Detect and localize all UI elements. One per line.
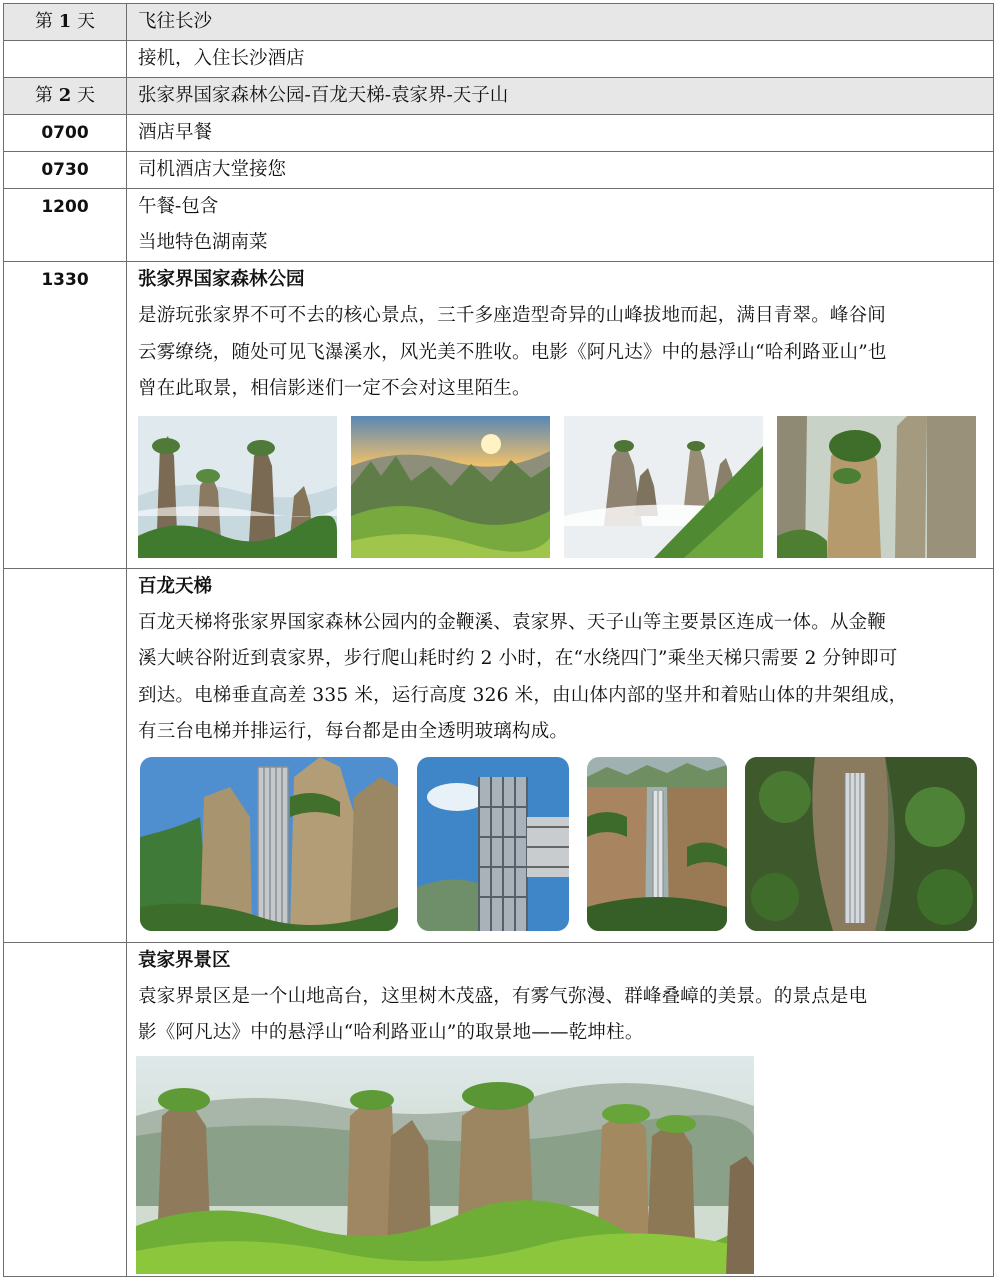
- photo-strip: [138, 416, 987, 561]
- schedule-time: 1200: [41, 197, 89, 217]
- photo-strip: [138, 757, 987, 935]
- description-line: 影《阿凡达》中的悬浮山“哈利路亚山”的取景地——乾坤柱。: [138, 1022, 644, 1043]
- photo-elevator-closeup: [417, 757, 569, 931]
- schedule-row: [4, 189, 994, 262]
- day-2-row: [4, 78, 994, 115]
- description-line: 百龙天梯将张家界国家森林公园内的金鞭溪、袁家界、天子山等主要景区连成一体。从金鞭: [138, 611, 887, 633]
- spot-cell: [127, 942, 994, 1276]
- photo-elevator-blue-sky: [140, 757, 398, 931]
- schedule-text-cell: [127, 189, 994, 262]
- schedule-text: 司机酒店大堂接您: [138, 159, 287, 180]
- schedule-text: 酒店早餐: [138, 122, 213, 143]
- day-2-title: 张家界国家森林公园-百龙天梯-袁家界-天子山: [138, 85, 509, 106]
- spot-row-yuanjiajie: [4, 942, 994, 1276]
- spot-description: [138, 298, 987, 408]
- spot-row-bailong-elevator: [4, 568, 994, 942]
- photo-elevator-cliff: [587, 757, 727, 931]
- schedule-time-cell: [4, 152, 127, 189]
- day-label-prefix: 第: [35, 85, 53, 106]
- itinerary-table: [3, 3, 994, 1277]
- empty-time-cell: [4, 942, 127, 1276]
- day-1-detail-row: [4, 41, 994, 78]
- description-line: 云雾缭绕，随处可见飞瀑溪水，风光美不胜收。电影《阿凡达》中的悬浮山“哈利路亚山”也: [138, 341, 887, 363]
- description-line: 有三台电梯并排运行，每台都是由全透明玻璃构成。: [138, 721, 569, 742]
- day-label-suffix: 天: [77, 11, 95, 32]
- schedule-text-cell: [127, 115, 994, 152]
- schedule-time-cell: [4, 262, 127, 569]
- day-number: 1: [58, 11, 72, 32]
- day-1-detail-cell: [127, 41, 994, 78]
- description-line: 是游玩张家界不可不去的核心景点，三千多座造型奇异的山峰拔地而起，满目青翠。峰谷间: [138, 305, 887, 326]
- schedule-time-cell: [4, 115, 127, 152]
- spot-title: 百龙天梯: [138, 575, 213, 597]
- itinerary-sheet: [3, 3, 994, 1277]
- schedule-text-secondary: 当地特色湖南菜: [138, 232, 268, 253]
- schedule-time: 0730: [41, 160, 89, 180]
- day-1-title: 飞往长沙: [138, 11, 213, 32]
- photo-tall-pillar: [777, 416, 976, 558]
- schedule-text: 午餐-包含: [138, 196, 219, 217]
- day-number: 2: [58, 85, 72, 106]
- photo-yuanjiajie-panorama: [136, 1056, 754, 1274]
- spot-row-forest-park: [4, 262, 994, 569]
- empty-time-cell: [4, 41, 127, 78]
- day-2-label: [4, 78, 127, 115]
- spot-cell: [127, 262, 994, 569]
- spot-description: [138, 979, 987, 1052]
- schedule-row: [4, 152, 994, 189]
- day-1-detail: 接机，入住长沙酒店: [138, 48, 305, 69]
- day-label-suffix: 天: [77, 85, 95, 106]
- description-line: 曾在此取景，相信影迷们一定不会对这里陌生。: [138, 378, 531, 399]
- schedule-text-cell: [127, 152, 994, 189]
- schedule-time-cell: [4, 189, 127, 262]
- description-line: 到达。电梯垂直高差 335 米，运行高度 326 米，由山体内部的坚井和着贴山体的井架组成，: [138, 684, 908, 706]
- spot-title: 张家界国家森林公园: [138, 269, 305, 290]
- description-line: 溪大峡谷附近到袁家界，步行爬山耗时约 2 小时，在“水绕四门”乘坐天梯只需要 2 分钟即可: [138, 648, 898, 669]
- day-1-title-cell: [127, 4, 994, 41]
- spot-description: [138, 605, 987, 751]
- day-1-row: [4, 4, 994, 41]
- spot-cell: [127, 568, 994, 942]
- description-line: 袁家界景区是一个山地高台，这里树木茂盛，有雾气弥漫、群峰叠嶂的美景。的景点是电: [138, 985, 868, 1007]
- photo-cloud-pinnacles: [564, 416, 763, 558]
- day-1-label: [4, 4, 127, 41]
- day-2-title-cell: [127, 78, 994, 115]
- schedule-time: 1330: [41, 270, 89, 290]
- empty-time-cell: [4, 568, 127, 942]
- photo-elevator-forest: [745, 757, 977, 931]
- photo-strip: [136, 1056, 987, 1276]
- spot-title: 袁家界景区: [138, 949, 231, 971]
- schedule-row: [4, 115, 994, 152]
- schedule-time: 0700: [41, 123, 89, 143]
- photo-sunset-valley: [351, 416, 550, 558]
- photo-misty-peaks: [138, 416, 337, 558]
- day-label-prefix: 第: [35, 11, 53, 32]
